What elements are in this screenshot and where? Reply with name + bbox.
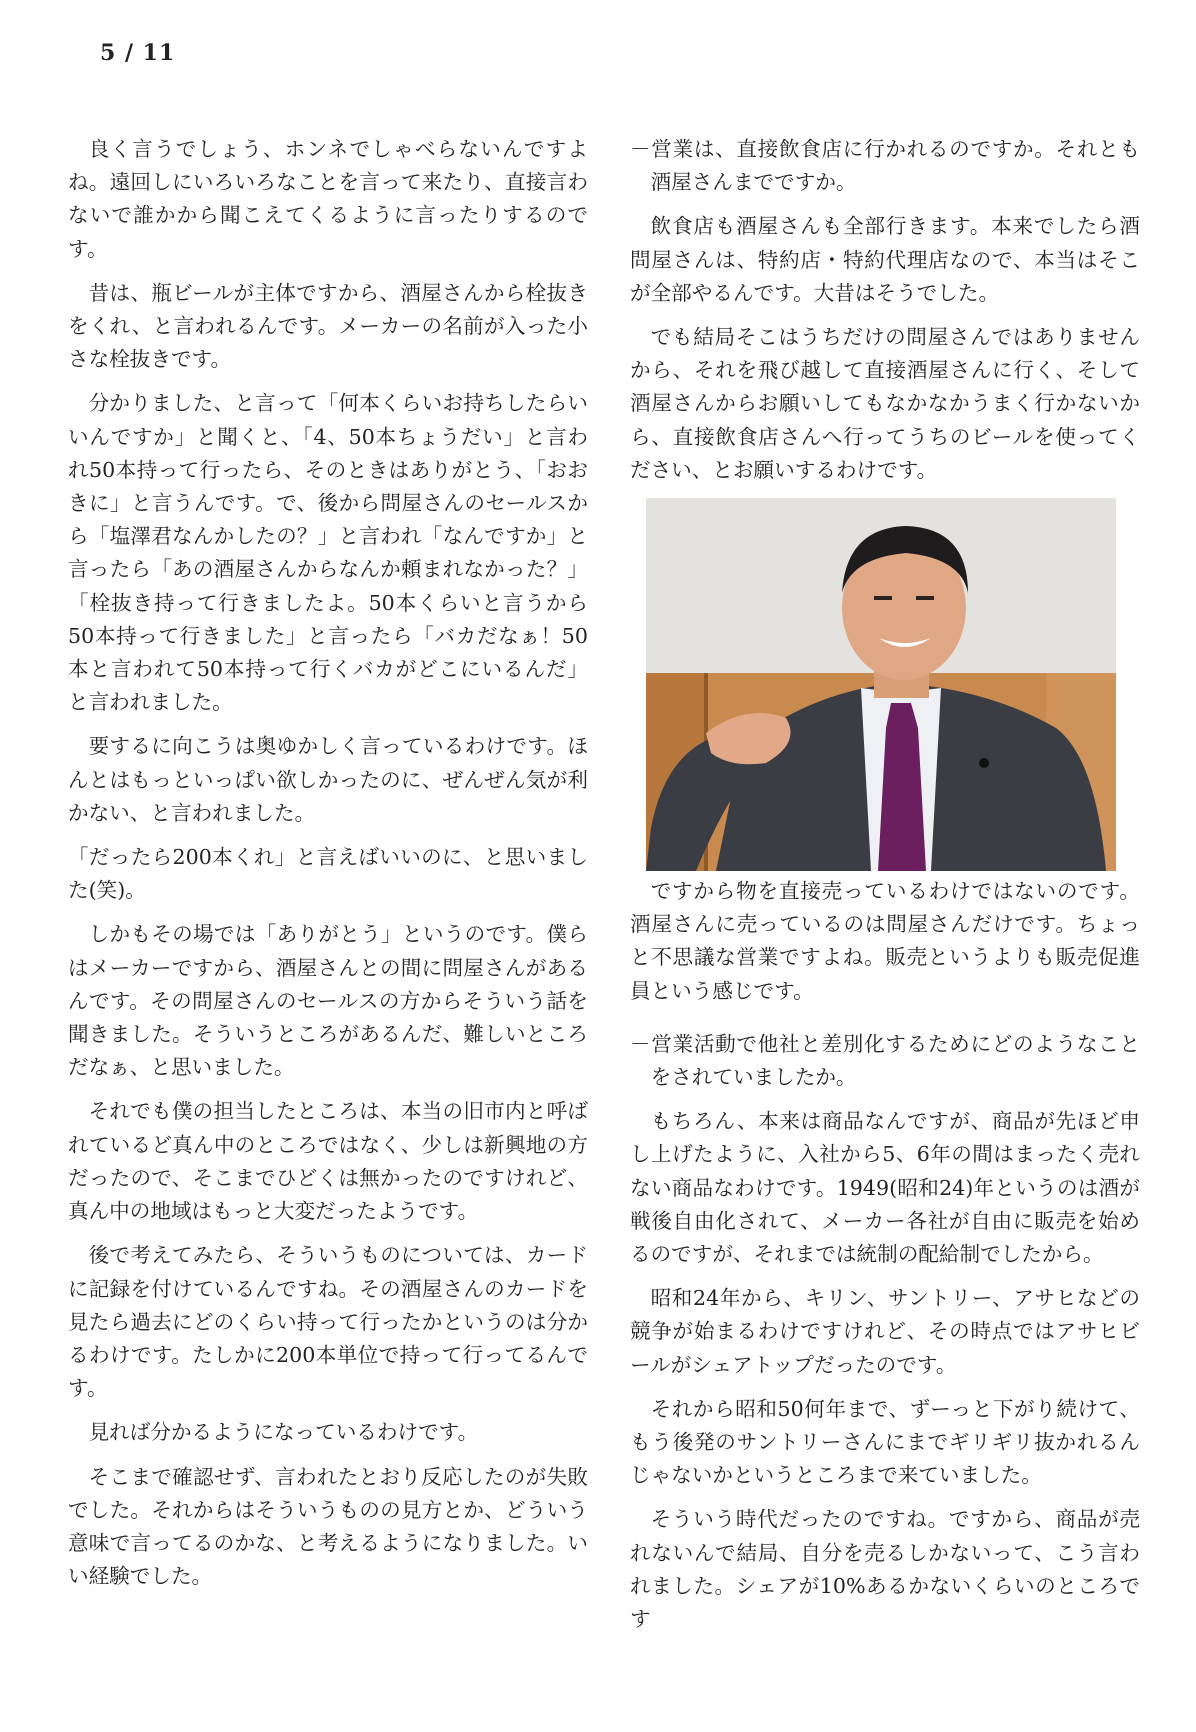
paragraph: 後で考えてみたら、そういうものについては、カードに記録を付けているんですね。その酒屋さんのカードを見たら過去にどのくらい持って行ったかというのは分かるわけです。たしかに200本単位で持って行ってるんです。 [68,1243,588,1401]
interview-question: －営業は、直接飲食店に行かれるのですか。それとも酒屋さんまでですか。 [630,137,1140,195]
right-column [630,133,1140,1647]
paragraph: 飲食店も酒屋さんも全部行きます。本来でしたら酒問屋さんは、特約店・特約代理店なので、本当はそこが全部やるんです。大昔はそうでした。 [630,214,1140,305]
paragraph: それでも僕の担当したところは、本当の旧市内と呼ばれているど真ん中のところではなく、少しは新興地の方だったので、そこまでひどくは無かったのですけれど、真ん中の地域はもっと大変だったようです。 [68,1099,588,1224]
paragraph: そこまで確認せず、言われたとおり反応したのが失敗でした。それからはそういうものの見方とか、どういう意味で言ってるのかな、と考えるようになりました。いい経験でした。 [68,1464,588,1589]
paragraph: ですから物を直接売っているわけではないのです。酒屋さんに売っているのは問屋さんだけです。ちょっと不思議な営業ですよね。販売というよりも販売促進員という感じです。 [630,879,1140,1003]
page-number: 5 / 11 [100,40,176,66]
paragraph: しかもその場では「ありがとう」というのです。僕らはメーカーですから、酒屋さんとの間に問屋さんがあるんです。その問屋さんのセールスの方からそういう話を聞きました。そういうところがあるんだ、難しいところだなぁ、と思いました。 [68,922,588,1080]
interview-question: －営業活動で他社と差別化するためにどのようなことをされていましたか。 [630,1031,1140,1090]
paragraph: 要するに向こうは奥ゆかしく言っているわけです。ほんとはもっといっぱい欲しかったのに、ぜんぜん気が利かない、と言われました。 [68,734,588,825]
paragraph: 昭和24年から、キリン、サントリー、アサヒなどの競争が始まるわけですけれど、その時点ではアサヒビールがシェアトップだったのです。 [630,1286,1140,1377]
paragraph: 「だったら200本くれ」と言えばいいのに、と思いました(笑)。 [68,845,588,903]
left-column [68,133,588,1604]
paragraph: でも結局そこはうちだけの問屋さんではありませんから、それを飛び越して直接酒屋さんに行く、そして酒屋さんからお願いしてもなかなかうまく行かないから、直接飲食店さんへ行ってうちのビールを使ってください、とお願いするわけです。 [630,325,1140,482]
paragraph: 分かりました、と言って「何本くらいお持ちしたらいいんですか」と聞くと、「4、50本ちょうだい」と言われ50本持って行ったら、そのときはありがとう、「おおきに」と言うんです。で、後から問屋さんのセールスから「塩澤君なんかしたの？」と言われ「なんですか」と言ったら「あの酒屋さんからなんか頼まれなかった？」「栓抜き持って行きましたよ。50本くらいと言うから50本持って行きました」と言ったら「バカだなぁ！50本と言われて50本持って行くバカがどこにいるんだ」と言われました。 [68,391,588,715]
interviewee-photo [646,498,1116,871]
paragraph: 昔は、瓶ビールが主体ですから、酒屋さんから栓抜きをくれ、と言われるんです。メーカーの名前が入った小さな栓抜きです。 [68,280,588,372]
paragraph: それから昭和50何年まで、ずーっと下がり続けて、もう後発のサントリーさんにまでギリギリ抜かれるんじゃないかというところまで来ていました。 [630,1396,1140,1488]
paragraph: もちろん、本来は商品なんですが、商品が先ほど申し上げたように、入社から5、6年の間はまったく売れない商品なわけです。1949(昭和24)年というのは酒が戦後自由化されて、メーカー各社が自由に販売を始めるのですが、それまでは統制の配給制でしたから。 [630,1109,1140,1267]
paragraph: 良く言うでしょう、ホンネでしゃべらないんですよね。遠回しにいろいろなことを言って来たり、直接言わないで誰かから聞こえてくるように言ったりするのです。 [68,137,588,261]
paragraph: 見れば分かるようになっているわけです。 [88,1420,479,1445]
paragraph: そういう時代だったのですね。ですから、商品が売れないんで結局、自分を売るしかないって、こう言われました。シェアが10%あるかないくらいのところです [630,1507,1140,1632]
